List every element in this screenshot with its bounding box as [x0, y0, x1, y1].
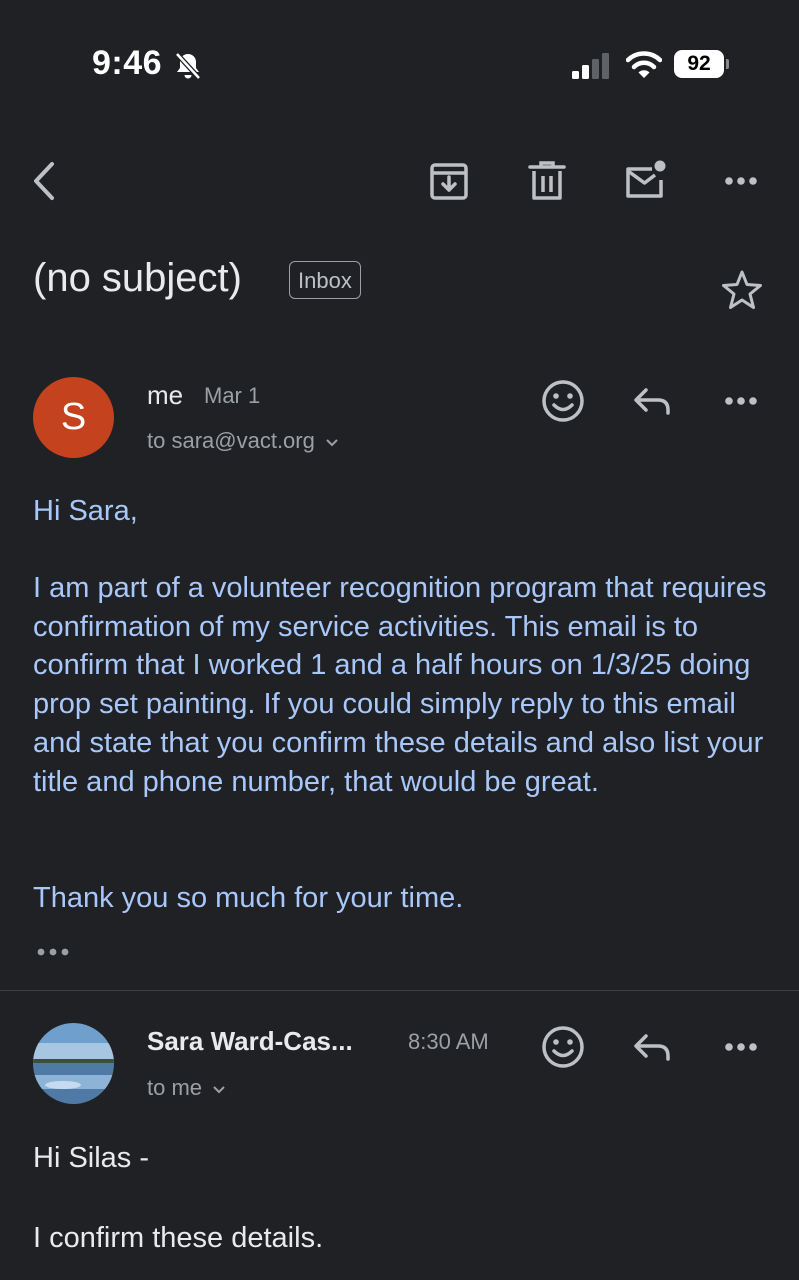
lake-photo: [33, 1023, 114, 1104]
back-icon[interactable]: [22, 158, 68, 204]
show-trimmed-content-icon[interactable]: [36, 944, 72, 960]
recipients-text: to sara@vact.org: [147, 428, 315, 453]
archive-icon[interactable]: [426, 158, 472, 204]
message-body: I am part of a volunteer recognition program that requires confirmation of my service activities. This email is to confirm that I worked 1 and a half hours on 1/3/25 doing prop set painting. If you could simply reply to this email and state that you confirm these details and also list your title and phone number, that would be great.: [33, 572, 767, 798]
battery-indicator: [674, 50, 730, 80]
battery-level: 92: [687, 52, 711, 75]
sender-name: Sara Ward-Cas...: [147, 1026, 353, 1056]
bell-off-icon: [172, 50, 204, 82]
chevron-down-icon: [212, 1085, 226, 1095]
message-divider: [0, 990, 799, 991]
message-body: I confirm these details.: [33, 1222, 324, 1254]
cell-signal-icon: [572, 53, 612, 79]
recipients-toggle[interactable]: [147, 1075, 226, 1101]
status-time: 9:46: [92, 44, 163, 82]
wifi-icon: [626, 50, 662, 80]
recipients-text: to me: [147, 1075, 203, 1100]
chevron-down-icon: [325, 438, 339, 448]
sender-photo-avatar[interactable]: [33, 1023, 114, 1104]
reply-icon[interactable]: [630, 378, 676, 424]
mail-unread-icon[interactable]: [622, 158, 668, 204]
emoji-react-icon[interactable]: [540, 378, 586, 424]
recipients-toggle[interactable]: [147, 428, 339, 454]
inbox-label-chip[interactable]: Inbox: [289, 261, 361, 299]
trash-icon[interactable]: [524, 158, 570, 204]
more-icon[interactable]: [718, 158, 764, 204]
message-greeting: Hi Sara,: [33, 495, 138, 527]
reply-icon[interactable]: [630, 1024, 676, 1070]
star-icon[interactable]: [720, 268, 764, 312]
message-date: Mar 1: [204, 383, 261, 408]
message-greeting: Hi Silas -: [33, 1142, 150, 1174]
sender-name: me: [147, 380, 184, 410]
message-date: 8:30 AM: [408, 1029, 489, 1054]
emoji-react-icon[interactable]: [540, 1024, 586, 1070]
message-more-icon[interactable]: [718, 378, 764, 424]
message-closing: Thank you so much for your time.: [33, 882, 464, 914]
email-subject: (no subject): [33, 256, 242, 300]
sender-avatar[interactable]: S: [33, 377, 114, 458]
message-more-icon[interactable]: [718, 1024, 764, 1070]
